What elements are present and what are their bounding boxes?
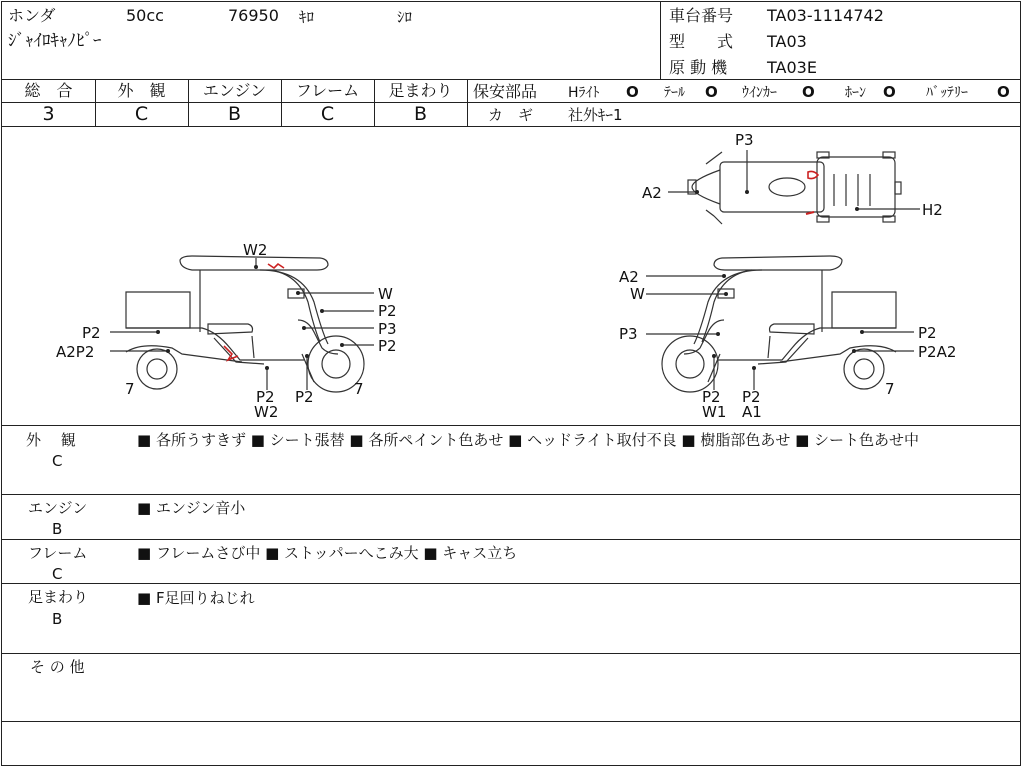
left-label-7: 7 (354, 380, 364, 398)
note-label-engine: エンジン (28, 499, 88, 517)
left-label-w2: W2 (243, 241, 268, 259)
note-grade-exterior: C (52, 452, 63, 470)
maker: ホンダ (8, 6, 56, 25)
safety-mark-winker: O (802, 83, 815, 101)
right-label-a1: A1 (742, 403, 762, 421)
safety-item-winker: ｳｲﾝｶｰ (742, 85, 777, 101)
right-label-a2: A2 (619, 268, 639, 286)
type-label: 型 式 (669, 32, 734, 51)
key-value: 社外ｷｰ1 (568, 106, 623, 124)
right-label-p2: P2 (918, 324, 937, 342)
safety-item-battery: ﾊﾞｯﾃﾘｰ (926, 85, 968, 101)
header-bottom-line (2, 79, 1020, 80)
frame-no: TA03-1114742 (767, 6, 884, 25)
mileage-unit: ｷﾛ (299, 8, 315, 26)
top-view (688, 152, 901, 224)
note-label-suspension: 足まわり (28, 588, 89, 606)
diagram-bottom-line (2, 425, 1020, 426)
grade-label-engine: エンジン (202, 81, 267, 100)
type: TA03 (767, 32, 807, 51)
safety-mark-horn: O (883, 83, 896, 101)
note-text-exterior: ■ 各所うすきず ■ シート張替 ■ 各所ペイント色あせ ■ ヘッドライト取付不良 ■ 樹脂部色あせ ■ シート色あせ中 (137, 431, 920, 449)
safety-item-tail: ﾃｰﾙ (664, 85, 685, 101)
left-label-p3: P3 (378, 320, 397, 338)
note-label-exterior: 外 観 (26, 431, 76, 449)
grade-value-total: 3 (42, 103, 55, 125)
grade-divider (467, 79, 468, 126)
grade-label-exterior: 外 観 (117, 81, 166, 100)
engine: TA03E (767, 58, 817, 77)
left-side-view (126, 256, 364, 392)
grade-value-suspension: B (413, 103, 428, 125)
note-grade-frame: C (52, 565, 63, 583)
safety-label: 保安部品 (473, 82, 538, 101)
note-grade-suspension: B (52, 610, 63, 628)
note-label-other: そ の 他 (30, 658, 85, 676)
top-label-a2: A2 (642, 184, 662, 202)
grade-label-frame: フレーム (295, 81, 360, 100)
grade-label-total: 総 合 (24, 81, 73, 100)
note-divider (2, 653, 1020, 654)
right-label-p2: P2 (702, 388, 721, 406)
frame-no-label: 車台番号 (669, 6, 734, 25)
note-divider (2, 583, 1020, 584)
left-label-p2: P2 (295, 388, 314, 406)
key-label: カ ギ (488, 106, 534, 124)
right-label-p2a2: P2A2 (918, 343, 957, 361)
right-label-7: 7 (885, 380, 895, 398)
left-label-p2: P2 (378, 302, 397, 320)
left-damage-mark (224, 346, 238, 360)
note-text-suspension: ■ F足回りねじれ (137, 589, 255, 607)
grade-value-exterior: C (134, 103, 149, 125)
top-label-h2: H2 (922, 201, 943, 219)
engine-label: 原 動 機 (669, 58, 728, 77)
vehicle-diagram (2, 126, 1020, 426)
safety-mid-line (467, 102, 1020, 103)
safety-mark-battery: O (997, 83, 1010, 101)
note-divider (2, 539, 1020, 540)
safety-mark-tail: O (705, 83, 718, 101)
model-name: ｼﾞｬｲﾛｷｬﾉﾋﾟｰ (8, 31, 102, 51)
top-label-p3: P3 (735, 131, 754, 149)
note-grade-engine: B (52, 520, 63, 538)
safety-item-headlight: Hﾗｲﾄ (568, 85, 600, 101)
right-label-p2: P2 (742, 388, 761, 406)
grade-label-suspension: 足まわり (388, 81, 453, 100)
left-label-w: W (378, 285, 393, 303)
header-divider (660, 2, 661, 80)
safety-item-horn: ﾎｰﾝ (845, 85, 866, 101)
displacement: 50cc (126, 6, 164, 25)
note-divider (2, 721, 1020, 722)
color: ｼﾛ (397, 8, 413, 26)
left-damage-mark (268, 264, 284, 268)
grade-value-frame: C (320, 103, 335, 125)
left-label-7: 7 (125, 380, 135, 398)
left-label-p2: P2 (378, 337, 397, 355)
grade-value-engine: B (227, 103, 242, 125)
inspection-sheet (1, 1, 1021, 766)
note-text-frame: ■ フレームさび中 ■ ストッパーへこみ大 ■ キャス立ち (137, 544, 518, 562)
right-label-w: W (630, 285, 645, 303)
safety-mark-headlight: O (626, 83, 639, 101)
left-label-p2: P2 (256, 388, 275, 406)
right-label-p3: P3 (619, 325, 638, 343)
mileage: 76950 (228, 6, 279, 25)
left-label-w2: W2 (254, 403, 279, 421)
note-divider (2, 494, 1020, 495)
note-text-engine: ■ エンジン音小 (137, 499, 246, 517)
left-label-a2p2: A2P2 (56, 343, 95, 361)
right-label-w1: W1 (702, 403, 727, 421)
note-label-frame: フレーム (28, 544, 88, 562)
left-label-p2-rear: P2 (82, 324, 101, 342)
